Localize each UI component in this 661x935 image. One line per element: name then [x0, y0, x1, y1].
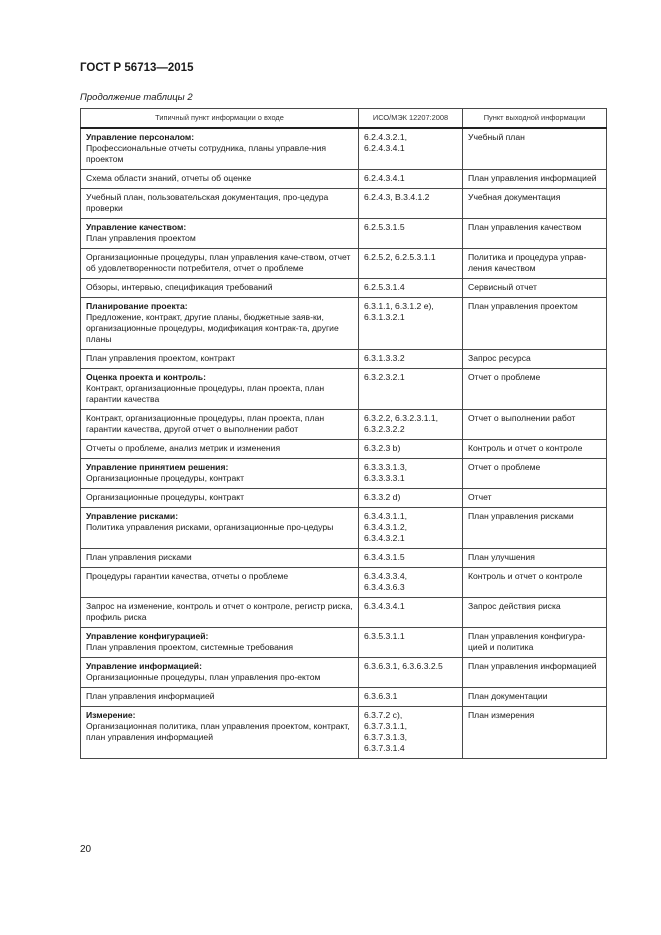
input-info-text: Процедуры гарантии качества, отчеты о проблеме	[86, 571, 289, 581]
standard-reference-cell: 6.3.4.3.3.4, 6.3.4.3.6.3	[359, 568, 463, 598]
table-row	[81, 128, 607, 170]
input-info-text: План управления рисками	[86, 552, 192, 562]
input-info-text: План управления проектом, системные требования	[86, 642, 294, 652]
input-info-text: Предложение, контракт, другие планы, бюджетные заяв-ки, организационные процедуры, модификация контрак-та, другие планы	[86, 312, 339, 344]
section-heading: Управление информацией:	[86, 661, 202, 671]
output-info-cell: План документации	[463, 688, 607, 707]
table-row	[81, 369, 607, 410]
input-info-text: Организационные процедуры, контракт	[86, 492, 245, 502]
input-info-text: Контракт, организационные процедуры, план проекта, план гарантии качества, другой отчет о выполнении работ	[86, 413, 325, 434]
table-row	[81, 707, 607, 759]
output-info-cell: План управления информацией	[463, 658, 607, 688]
column-header-output: Пункт выходной информации	[463, 109, 607, 129]
standard-reference-cell: 6.3.1.3.3.2	[359, 350, 463, 369]
output-info-cell: Учебная документация	[463, 189, 607, 219]
standard-reference-cell: 6.3.4.3.1.1, 6.3.4.3.1.2, 6.3.4.3.2.1	[359, 508, 463, 549]
input-info-cell	[81, 189, 359, 219]
input-info-text: План управления информацией	[86, 691, 215, 701]
input-info-text: Контракт, организационные процедуры, план проекта, план гарантии качества	[86, 383, 325, 404]
input-info-text: Организационная политика, план управления проектом, контракт, план управления информацией	[86, 721, 350, 742]
input-info-text: План управления проектом, контракт	[86, 353, 236, 363]
standard-reference-cell: 6.3.5.3.1.1	[359, 628, 463, 658]
table-row	[81, 489, 607, 508]
input-info-text: Организационные процедуры, контракт	[86, 473, 245, 483]
output-info-cell: План управления качеством	[463, 219, 607, 249]
output-info-cell: План управления рисками	[463, 508, 607, 549]
section-heading: Планирование проекта:	[86, 301, 188, 311]
table-row	[81, 658, 607, 688]
standard-reference-cell: 6.3.3.3.1.3, 6.3.3.3.3.1	[359, 459, 463, 489]
standard-reference-cell: 6.3.7.2 с), 6.3.7.3.1.1, 6.3.7.3.1.3, 6.3.7.3.1.4	[359, 707, 463, 759]
input-info-cell	[81, 170, 359, 189]
standard-reference-cell: 6.2.5.2, 6.2.5.3.1.1	[359, 249, 463, 279]
table-row	[81, 189, 607, 219]
table-row	[81, 440, 607, 459]
table-caption: Продолжение таблицы 2	[80, 92, 193, 103]
section-heading: Измерение:	[86, 710, 136, 720]
input-info-cell	[81, 369, 359, 410]
input-info-text: Профессиональные отчеты сотрудника, планы управле-ния проектом	[86, 143, 327, 164]
output-info-cell: План измерения	[463, 707, 607, 759]
output-info-cell: Запрос действия риска	[463, 598, 607, 628]
input-info-cell	[81, 707, 359, 759]
input-info-cell	[81, 628, 359, 658]
output-info-cell: Учебный план	[463, 128, 607, 170]
standard-reference-cell: 6.2.4.3.4.1	[359, 170, 463, 189]
section-heading: Управление конфигурацией:	[86, 631, 209, 641]
input-info-cell	[81, 249, 359, 279]
output-info-cell: Отчет	[463, 489, 607, 508]
table-row	[81, 688, 607, 707]
output-info-cell: План управления информацией	[463, 170, 607, 189]
standard-reference-cell: 6.3.4.3.4.1	[359, 598, 463, 628]
table-row	[81, 568, 607, 598]
input-info-text: Запрос на изменение, контроль и отчет о контроле, регистр риска, профиль риска	[86, 601, 353, 622]
input-info-text: Обзоры, интервью, спецификация требований	[86, 282, 273, 292]
output-info-cell: Отчет о выполнении работ	[463, 410, 607, 440]
input-info-cell	[81, 598, 359, 628]
output-info-cell: Контроль и отчет о контроле	[463, 568, 607, 598]
input-info-cell	[81, 688, 359, 707]
table-row	[81, 279, 607, 298]
input-info-cell	[81, 568, 359, 598]
table-row	[81, 598, 607, 628]
section-heading: Управление персоналом:	[86, 132, 195, 142]
output-info-cell: Контроль и отчет о контроле	[463, 440, 607, 459]
input-info-cell	[81, 549, 359, 568]
table-row	[81, 350, 607, 369]
section-heading: Управление рисками:	[86, 511, 179, 521]
output-info-cell: Запрос ресурса	[463, 350, 607, 369]
output-info-cell: Сервисный отчет	[463, 279, 607, 298]
section-heading: Управление качеством:	[86, 222, 187, 232]
input-info-text: Отчеты о проблеме, анализ метрик и изменения	[86, 443, 281, 453]
output-info-cell: План управления проектом	[463, 298, 607, 350]
table-body	[81, 128, 607, 759]
page-number: 20	[80, 844, 92, 855]
standard-reference-cell: 6.2.5.3.1.4	[359, 279, 463, 298]
output-info-cell: План управления конфигура-цией и политика	[463, 628, 607, 658]
input-info-cell	[81, 508, 359, 549]
section-heading: Управление принятием решения:	[86, 462, 229, 472]
standard-reference-cell: 6.3.4.3.1.5	[359, 549, 463, 568]
standard-reference-cell: 6.3.6.3.1	[359, 688, 463, 707]
input-info-text: Организационные процедуры, план управления про-ектом	[86, 672, 321, 682]
input-info-text: Учебный план, пользовательская документация, про-цедура проверки	[86, 192, 329, 213]
output-info-cell: Политика и процедура управ-ления качеством	[463, 249, 607, 279]
input-info-cell	[81, 489, 359, 508]
input-info-cell	[81, 219, 359, 249]
standard-reference-cell: 6.3.2.3.2.1	[359, 369, 463, 410]
input-info-text: План управления проектом	[86, 233, 196, 243]
input-info-text: Организационные процедуры, план управления каче-ством, отчет об удовлетворенности потребителя, отчет о проблеме	[86, 252, 351, 273]
input-info-text: Политика управления рисками, организационные про-цедуры	[86, 522, 334, 532]
output-info-cell: План улучшения	[463, 549, 607, 568]
standard-reference-cell: 6.3.2.3 b)	[359, 440, 463, 459]
table-row	[81, 170, 607, 189]
input-info-cell	[81, 350, 359, 369]
standard-reference-cell: 6.3.2.2, 6.3.2.3.1.1, 6.3.2.3.2.2	[359, 410, 463, 440]
standard-reference-cell: 6.3.1.1, 6.3.1.2 е), 6.3.1.3.2.1	[359, 298, 463, 350]
table-row	[81, 410, 607, 440]
column-header-input: Типичный пункт информации о входе	[81, 109, 359, 129]
input-info-cell	[81, 279, 359, 298]
process-info-table	[80, 108, 607, 759]
input-info-cell	[81, 410, 359, 440]
document-title: ГОСТ Р 56713—2015	[80, 62, 194, 74]
table-row	[81, 249, 607, 279]
table-row	[81, 628, 607, 658]
standard-reference-cell: 6.3.3.2 d)	[359, 489, 463, 508]
table-row	[81, 549, 607, 568]
input-info-cell	[81, 128, 359, 170]
input-info-cell	[81, 440, 359, 459]
input-info-cell	[81, 298, 359, 350]
table-row	[81, 459, 607, 489]
output-info-cell: Отчет о проблеме	[463, 369, 607, 410]
standard-reference-cell: 6.2.4.3, В.3.4.1.2	[359, 189, 463, 219]
table-row	[81, 508, 607, 549]
output-info-cell: Отчет о проблеме	[463, 459, 607, 489]
standard-reference-cell: 6.3.6.3.1, 6.3.6.3.2.5	[359, 658, 463, 688]
input-info-cell	[81, 658, 359, 688]
input-info-cell	[81, 459, 359, 489]
input-info-text: Схема области знаний, отчеты об оценке	[86, 173, 252, 183]
standard-reference-cell: 6.2.4.3.2.1, 6.2.4.3.4.1	[359, 128, 463, 170]
table-row	[81, 298, 607, 350]
section-heading: Оценка проекта и контроль:	[86, 372, 206, 382]
standard-reference-cell: 6.2.5.3.1.5	[359, 219, 463, 249]
table-header-row	[81, 109, 607, 129]
column-header-standard: ИСО/МЭК 12207:2008	[359, 109, 463, 129]
table-row	[81, 219, 607, 249]
